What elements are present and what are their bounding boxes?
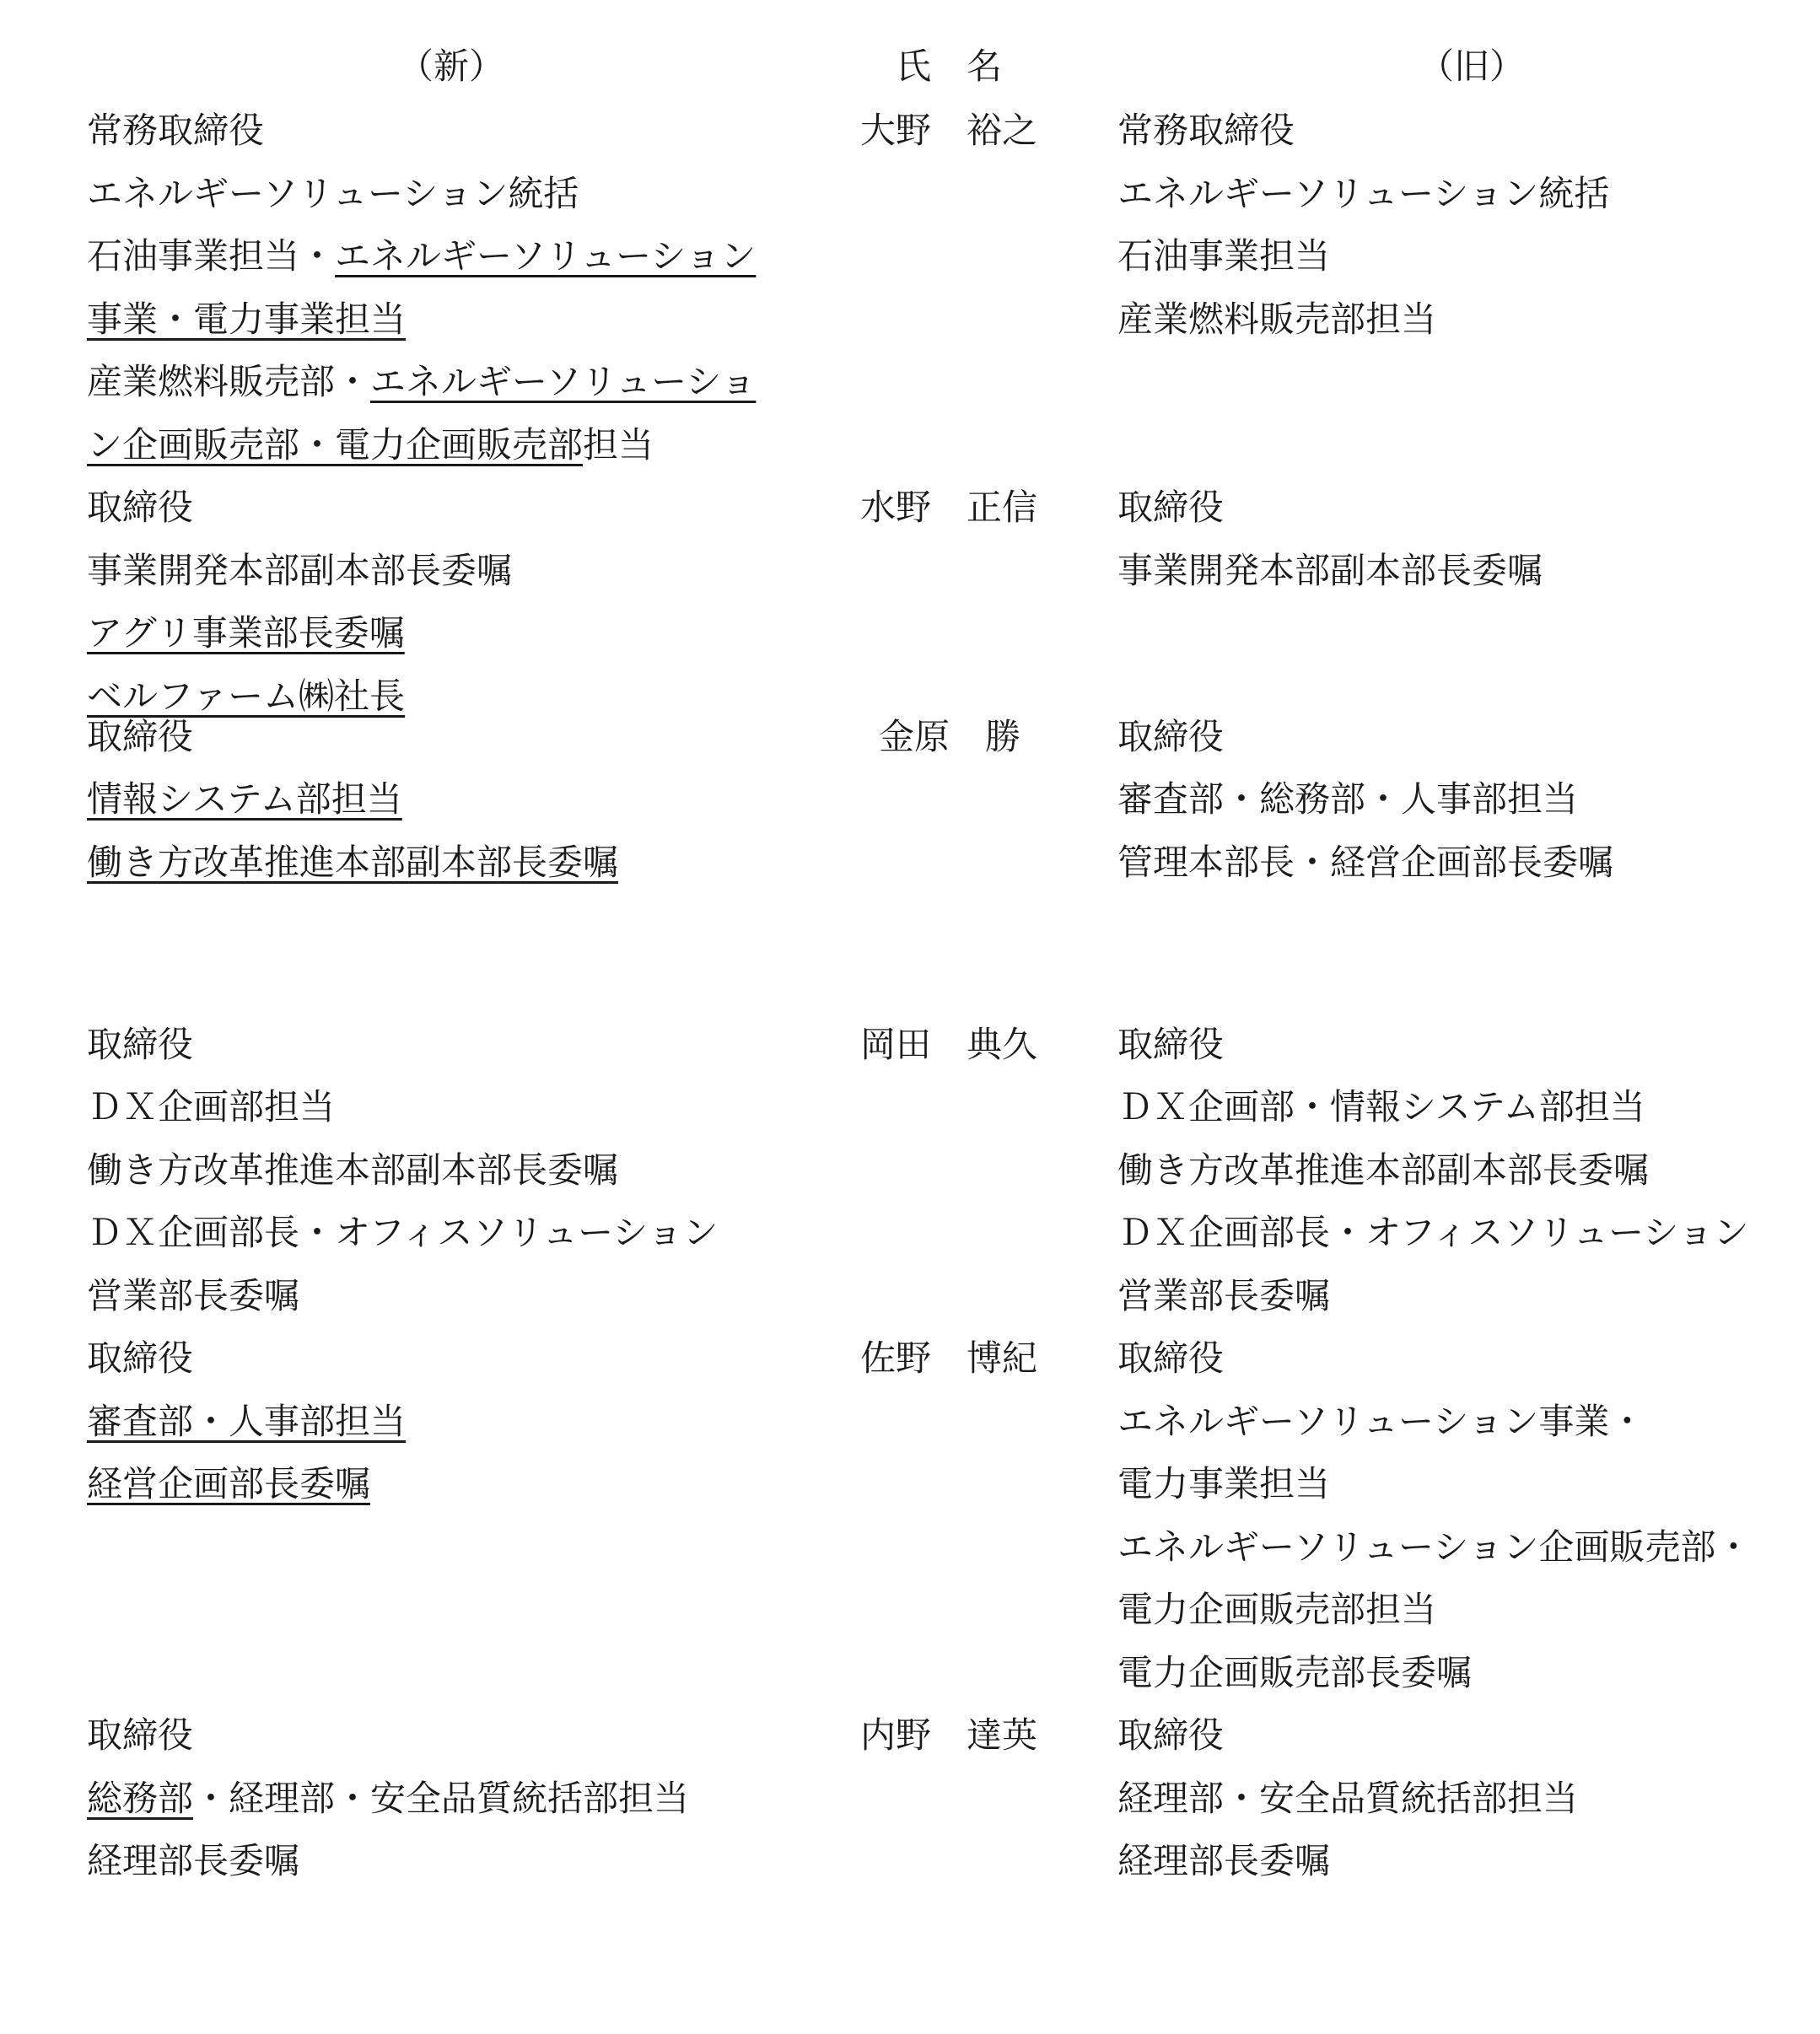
new-role-line: [87, 840, 618, 885]
old-role-line: 営業部長委嘱: [1117, 1274, 1331, 1316]
header-new: （新）: [398, 46, 505, 87]
officer-name: 佐野 博紀: [860, 1337, 1038, 1380]
new-role-line: [87, 1022, 193, 1068]
new-role-line: [87, 714, 193, 760]
changed-role-text: 情報システム部担当: [87, 778, 402, 821]
role-text: エネルギーソリューション統括: [87, 172, 579, 214]
new-role-line: [87, 171, 579, 217]
old-role-line: 電力事業担当: [1117, 1463, 1331, 1505]
old-role-line: 取締役: [1117, 715, 1225, 757]
officer-name: 大野 裕之: [860, 110, 1038, 151]
old-role-line: 電力企画販売部担当: [1117, 1589, 1437, 1631]
old-role-line: ＤＸ企画部長・オフィスソリューション: [1117, 1212, 1749, 1254]
old-role-line: 管理本部長・経営企画部長委嘱: [1117, 841, 1614, 883]
officer-name: 金原 勝: [879, 715, 1021, 757]
officer-name: 水野 正信: [860, 487, 1038, 528]
role-text: 取締役: [87, 715, 194, 757]
old-role-line: 取締役: [1117, 1023, 1225, 1065]
old-role-line: エネルギーソリューション統括: [1117, 172, 1610, 214]
changed-role-text: 審査部・人事部担当: [87, 1400, 407, 1442]
header-name: 氏 名: [896, 46, 1003, 87]
old-role-line: エネルギーソリューション事業・: [1117, 1400, 1645, 1442]
new-role-line: [87, 1461, 370, 1507]
changed-role-text: ベルファーム㈱社長: [87, 675, 406, 717]
role-text: 常務取締役: [87, 110, 265, 151]
old-role-line: 事業開発本部副本部長委嘱: [1117, 549, 1543, 591]
changed-role-text: 経営企画部長委嘱: [87, 1463, 371, 1505]
role-text: 担当: [583, 423, 654, 465]
new-role-line: [87, 1084, 335, 1130]
new-role-line: [87, 234, 756, 279]
role-text: 働き方改革推進本部副本部長委嘱: [87, 1149, 619, 1191]
new-role-line: [87, 1776, 689, 1821]
old-role-line: 石油事業担当: [1117, 235, 1331, 277]
new-role-line: [87, 1336, 193, 1381]
new-role-line: [87, 1399, 406, 1445]
role-text: 経理部長委嘱: [87, 1840, 300, 1882]
changed-role-text: アグリ事業部長委嘱: [87, 612, 405, 654]
new-role-line: [87, 674, 405, 719]
old-role-line: エネルギーソリューション企画販売部・: [1117, 1526, 1752, 1568]
new-role-line: [87, 359, 756, 405]
role-text: 産業燃料販売部・: [87, 361, 371, 402]
changed-role-text: ン企画販売部・電力企画販売部: [87, 423, 584, 465]
new-role-line: [87, 297, 406, 342]
new-role-line: [87, 611, 405, 656]
old-role-line: 産業燃料販売部担当: [1117, 298, 1437, 340]
old-role-line: ＤＸ企画部・情報システム部担当: [1117, 1086, 1645, 1128]
old-role-line: 経理部・安全品質統括部担当: [1117, 1777, 1579, 1819]
role-text: 営業部長委嘱: [87, 1274, 300, 1316]
new-role-line: [87, 1148, 618, 1193]
officer-name: 岡田 典久: [860, 1023, 1038, 1065]
old-role-line: 働き方改革推進本部副本部長委嘱: [1117, 1149, 1650, 1191]
role-text: ＤＸ企画部担当: [87, 1086, 336, 1128]
officer-name: 内野 達英: [860, 1714, 1038, 1757]
old-role-line: 取締役: [1117, 1714, 1225, 1757]
old-role-line: 取締役: [1117, 487, 1225, 528]
role-text: 事業開発本部副本部長委嘱: [87, 549, 513, 591]
new-role-line: [87, 1273, 299, 1319]
new-role-line: [87, 422, 654, 468]
header-old: （旧）: [1419, 46, 1526, 87]
role-text: ・経理部・安全品質統括部担当: [193, 1777, 690, 1819]
changed-role-text: エネルギーソリューショ: [370, 361, 757, 402]
old-role-line: 取締役: [1117, 1337, 1225, 1380]
new-role-line: [87, 548, 512, 594]
new-role-line: [87, 485, 193, 530]
new-role-line: [87, 777, 402, 822]
old-role-line: 電力企画販売部長委嘱: [1117, 1651, 1473, 1693]
new-role-line: [87, 1838, 299, 1884]
new-role-line: [87, 1210, 718, 1256]
new-role-line: [87, 108, 264, 153]
role-text: ＤＸ企画部長・オフィスソリューション: [87, 1212, 719, 1254]
role-text: 石油事業担当・: [87, 235, 336, 277]
changed-role-text: 総務部: [87, 1777, 194, 1819]
role-text: 取締役: [87, 487, 194, 528]
old-role-line: 常務取締役: [1117, 110, 1295, 151]
old-role-line: 審査部・総務部・人事部担当: [1117, 778, 1579, 821]
role-text: 取締役: [87, 1714, 194, 1757]
role-text: 取締役: [87, 1337, 194, 1380]
role-text: 取締役: [87, 1023, 194, 1065]
changed-role-text: 事業・電力事業担当: [87, 298, 407, 340]
old-role-line: 経理部長委嘱: [1117, 1840, 1331, 1882]
new-role-line: [87, 1713, 193, 1758]
changed-role-text: エネルギーソリューション: [335, 235, 757, 277]
changed-role-text: 働き方改革推進本部副本部長委嘱: [87, 841, 619, 883]
